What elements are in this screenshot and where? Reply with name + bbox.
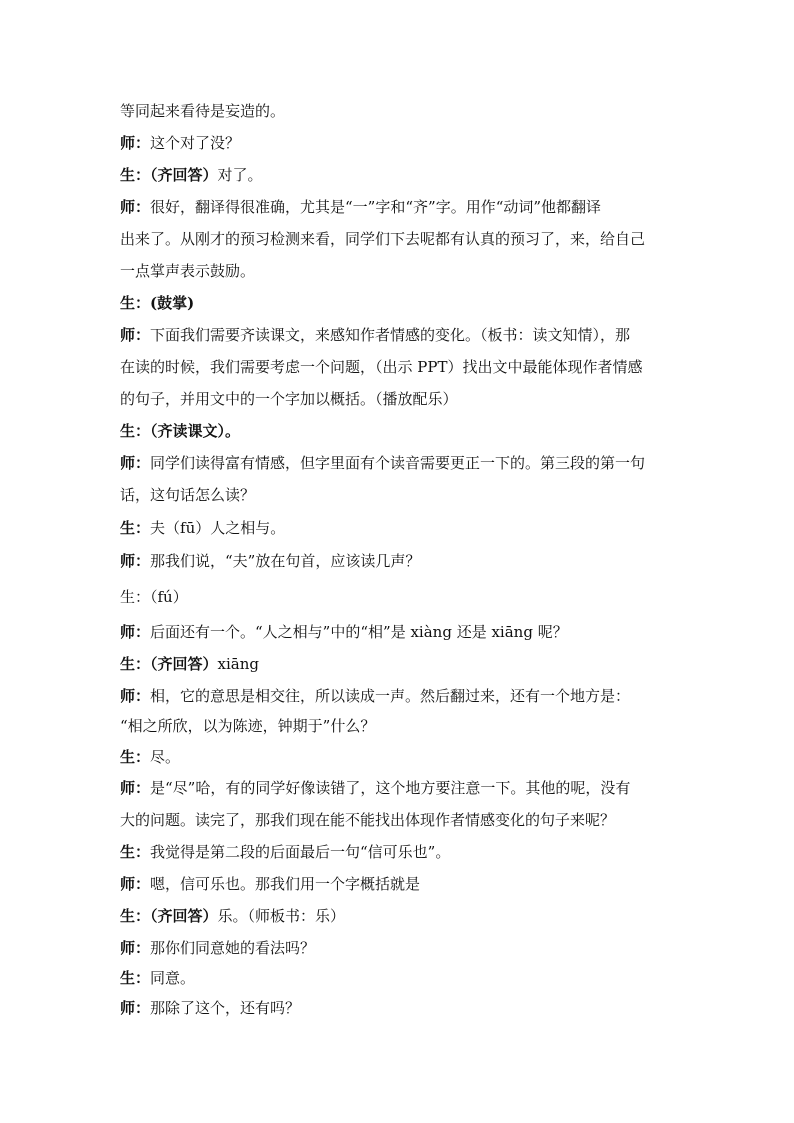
speaker-label: 生： — [120, 519, 151, 537]
text-line — [120, 101, 680, 121]
speaker-label: 生：（齐读课文）。 — [120, 422, 241, 440]
text-line — [120, 518, 680, 538]
text-line — [120, 165, 680, 185]
text-line — [120, 261, 680, 281]
text-line — [120, 938, 680, 958]
speaker-label: 生：（齐回答） — [120, 907, 218, 925]
line-text: 我觉得是第二段的后面最后一句“信可乐也”。 — [150, 843, 451, 861]
line-text: 同学们读得富有情感，但字里面有个读音需要更正一下的。第三段的第一句 — [150, 454, 646, 472]
speaker-label: 师： — [120, 454, 151, 472]
text-line — [120, 325, 680, 345]
text-line — [120, 389, 680, 409]
line-text: 对了。 — [217, 166, 263, 184]
speaker-label: 生： — [120, 748, 151, 766]
text-line — [120, 968, 680, 988]
text-line — [120, 421, 680, 441]
line-text: 是“尽”哈，有的同学好像读错了，这个地方要注意一下。其他的呢，没有 — [150, 779, 631, 797]
speaker-label: 生：（齐回答） — [120, 166, 218, 184]
text-line — [120, 133, 680, 153]
line-text: 后面还有一个。“人之相与”中的“相”是 xiàng 还是 xiāng 呢？ — [150, 623, 568, 641]
text-line — [120, 778, 680, 798]
line-text: 嗯，信可乐也。那我们用一个字概括就是 — [150, 875, 421, 893]
speaker-label: 师： — [120, 134, 151, 152]
speaker-label: 师： — [120, 779, 151, 797]
text-line — [120, 747, 680, 767]
line-text: 生：（fú） — [120, 588, 188, 606]
line-text: 那你们同意她的看法吗？ — [150, 939, 316, 957]
text-line — [120, 197, 680, 217]
text-line — [120, 485, 680, 505]
line-text: 尽。 — [150, 748, 181, 766]
text-line — [120, 874, 680, 894]
text-line — [120, 654, 680, 674]
speaker-label: 师： — [120, 623, 151, 641]
text-line — [120, 998, 680, 1018]
line-text: 出来了。从刚才的预习检测来看，同学们下去呢都有认真的预习了，来，给自己 — [120, 230, 646, 248]
line-text: 下面我们需要齐读课文，来感知作者情感的变化。（板书：读文知情），那 — [150, 326, 631, 344]
line-text: 这个对了没？ — [150, 134, 241, 152]
text-line — [120, 453, 680, 473]
line-text: 很好，翻译得很准确，尤其是“一”字和“齐”字。用作“动词”他都翻译 — [150, 198, 602, 216]
speaker-label: 师： — [120, 999, 151, 1017]
speaker-label: 师： — [120, 875, 151, 893]
speaker-label: 师： — [120, 939, 151, 957]
line-text: “相之所欣，以为陈迹，钟期于”什么？ — [120, 717, 376, 735]
speaker-label: 生：(鼓掌) — [120, 294, 195, 312]
text-line — [120, 716, 680, 736]
line-text: 等同起来看待是妄造的。 — [120, 102, 286, 120]
line-text: 那除了这个，还有吗？ — [150, 999, 301, 1017]
text-line — [120, 686, 680, 706]
line-text: 话，这句话怎么读？ — [120, 486, 256, 504]
text-line — [120, 842, 680, 862]
text-line — [120, 551, 680, 571]
text-line — [120, 810, 680, 830]
text-line — [120, 293, 680, 313]
line-text: 相，它的意思是相交往，所以读成一声。然后翻过来，还有一个地方是： — [150, 687, 631, 705]
speaker-label: 师： — [120, 687, 151, 705]
line-text: 的句子，并用文中的一个字加以概括。（播放配乐） — [120, 390, 458, 408]
line-text: 乐。（师板书：乐） — [217, 907, 346, 925]
speaker-label: 生： — [120, 969, 151, 987]
line-text: 那我们说，“夫”放在句首，应该读几声？ — [150, 552, 421, 570]
speaker-label: 生： — [120, 843, 151, 861]
line-text: 夫（fū）人之相与。 — [150, 519, 286, 537]
line-text: 同意。 — [150, 969, 196, 987]
line-text: 在读的时候，我们需要考虑一个问题，（出示 PPT）找出文中最能体现作者情感 — [120, 358, 643, 376]
text-line — [120, 587, 680, 607]
text-line — [120, 906, 680, 926]
text-line — [120, 229, 680, 249]
speaker-label: 师： — [120, 198, 151, 216]
text-line — [120, 357, 680, 377]
line-text: 一点掌声表示鼓励。 — [120, 262, 256, 280]
text-line — [120, 622, 680, 642]
speaker-label: 师： — [120, 552, 151, 570]
speaker-label: 生：（齐回答） — [120, 655, 218, 673]
line-text: xiāng — [217, 655, 259, 673]
line-text: 大的问题。读完了，那我们现在能不能找出体现作者情感变化的句子来呢？ — [120, 811, 616, 829]
speaker-label: 师： — [120, 326, 151, 344]
